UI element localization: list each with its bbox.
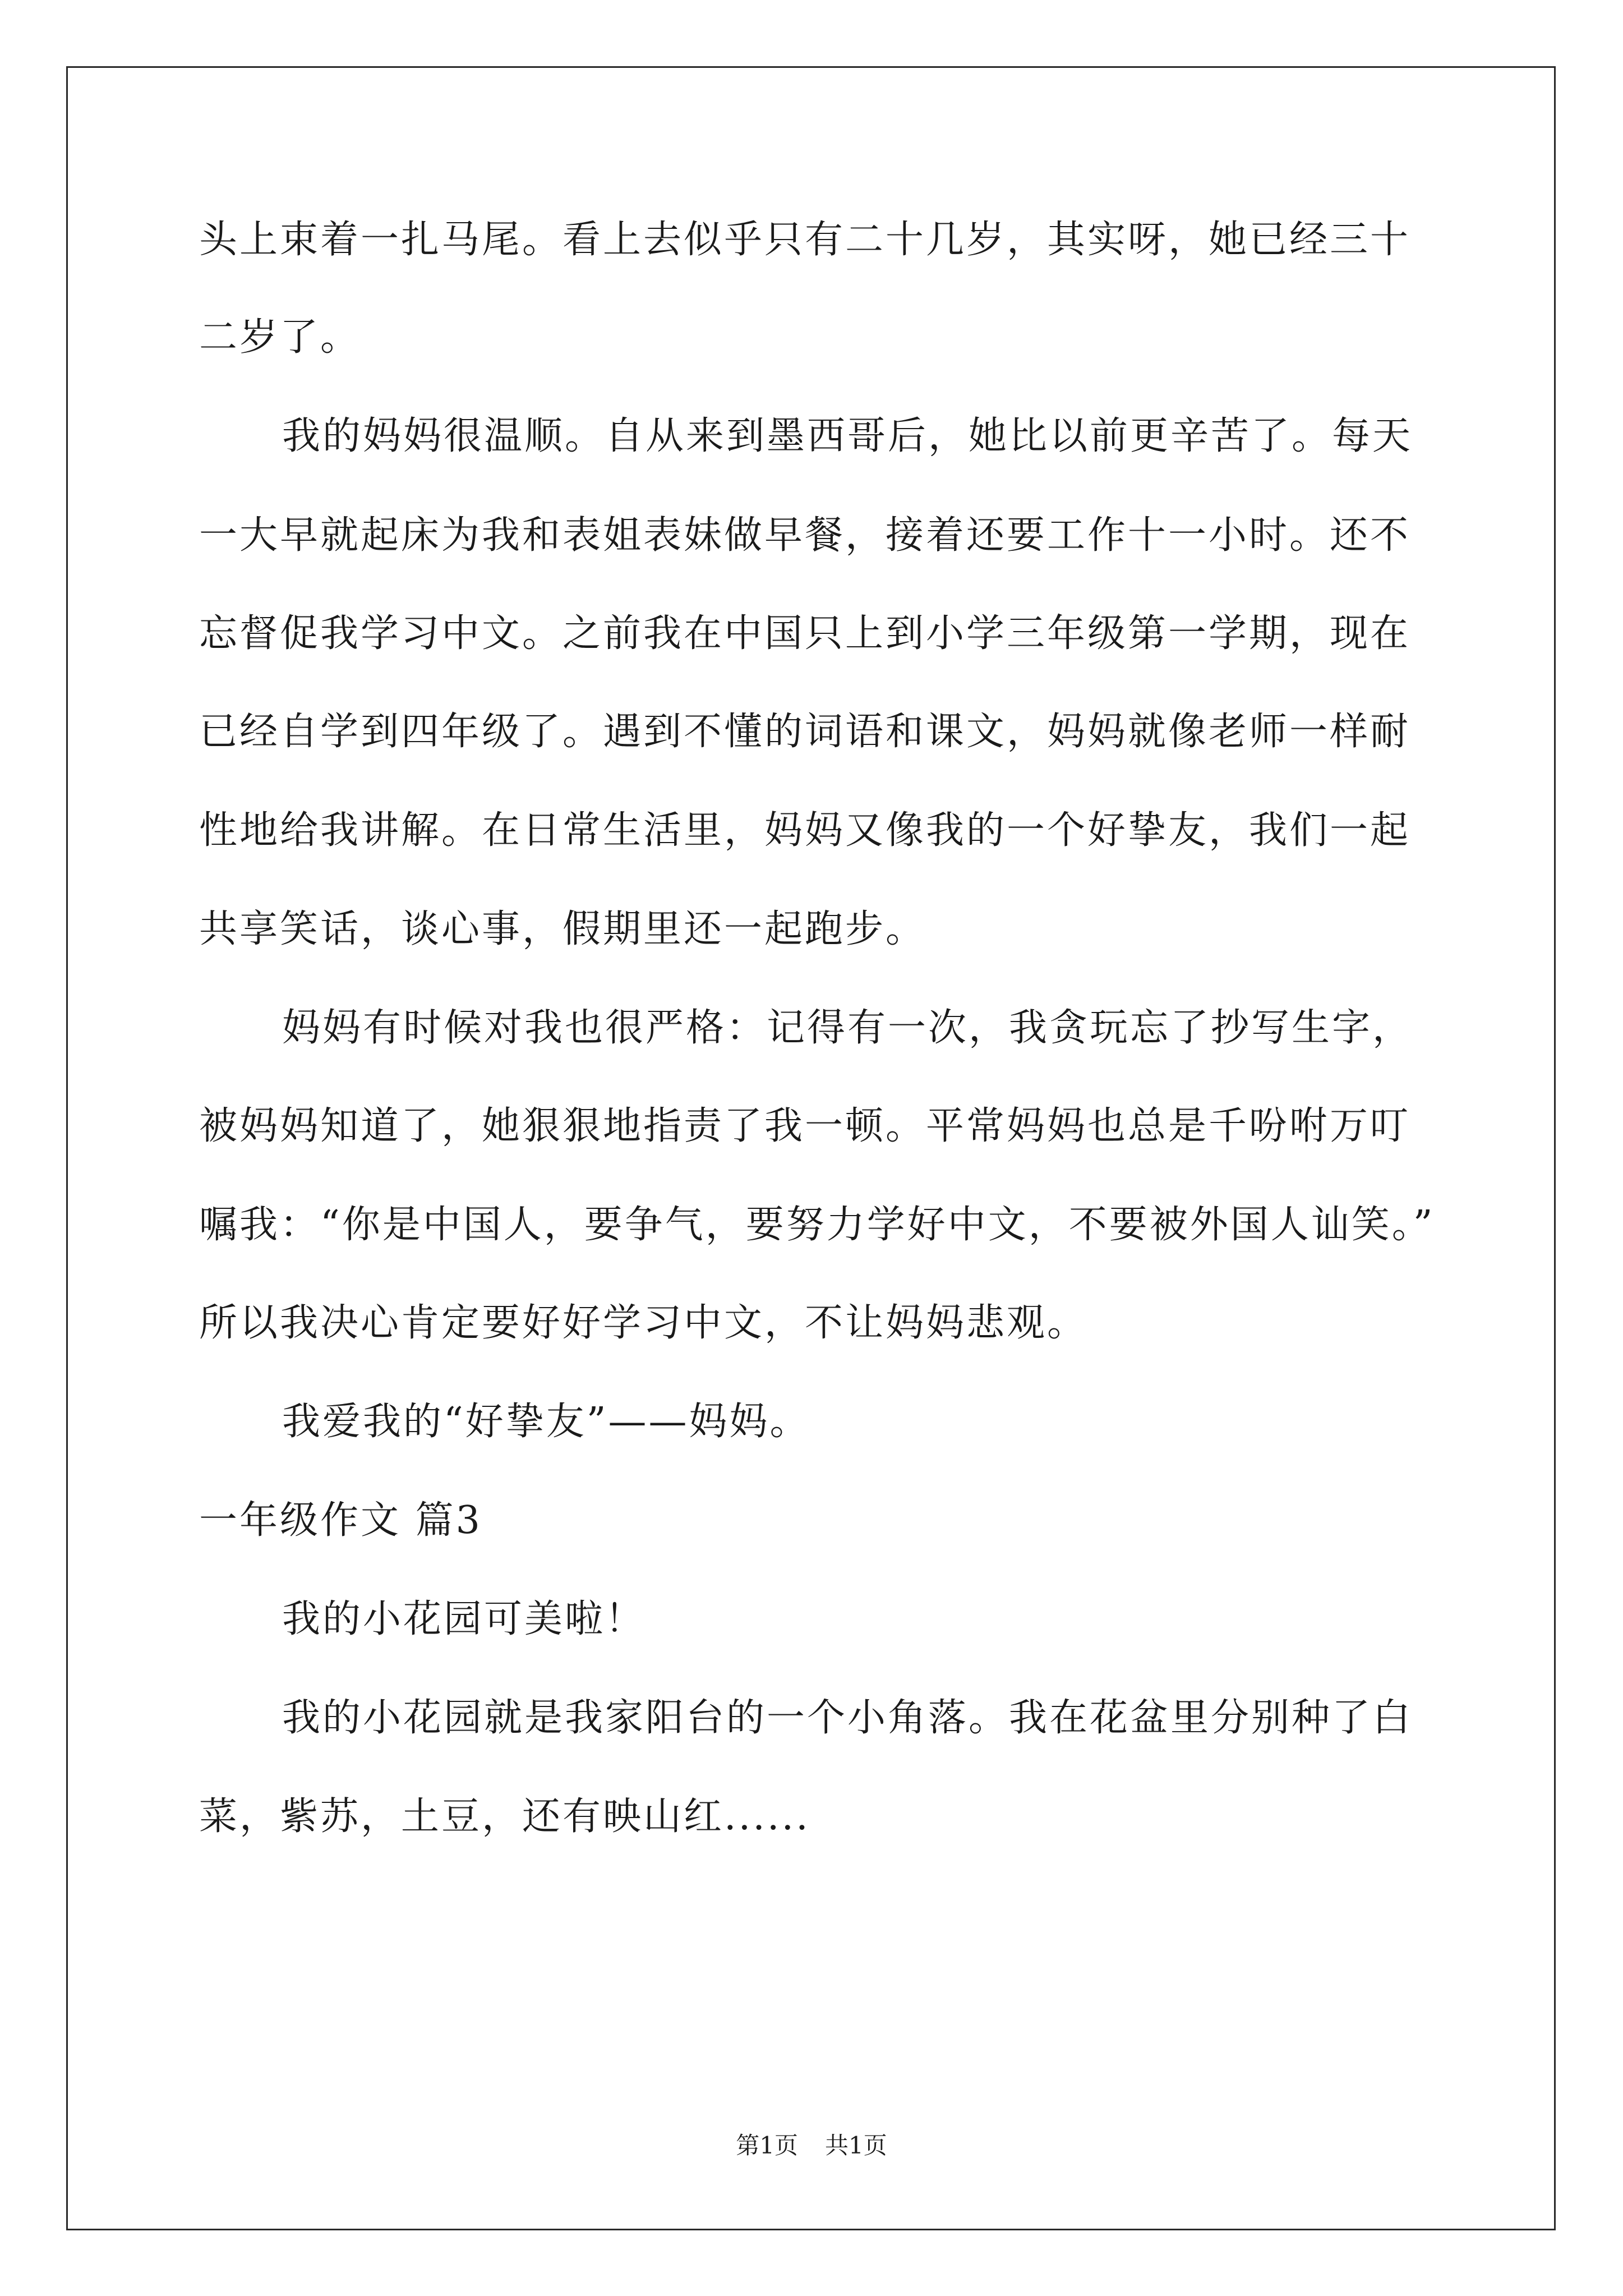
text-line: 被妈妈知道了，她狠狠地指责了我一顿。平常妈妈也总是千吩咐万叮 [199, 1104, 1411, 1148]
text-line: 菜，紫苏，土豆，还有映山红...... [199, 1795, 810, 1839]
text-line: 已经自学到四年级了。遇到不懂的词语和课文，妈妈就像老师一样耐 [199, 710, 1411, 754]
paragraph-line: 妈妈有时候对我也很严格：记得有一次，我贪玩忘了抄写生字， [282, 1006, 1413, 1050]
page-footer [0, 2129, 1623, 2162]
text-line: 忘督促我学习中文。之前我在中国只上到小学三年级第一学期，现在 [199, 611, 1411, 656]
section-heading: 一年级作文 篇3 [199, 1498, 482, 1543]
text-line: 嘱我：“你是中国人，要争气，要努力学好中文，不要被外国人讪笑。” [199, 1203, 1435, 1247]
text-line: 性地给我讲解。在日常生活里，妈妈又像我的一个好挚友，我们一起 [199, 808, 1411, 853]
text-line: 所以我决心肯定要好好学习中文，不让妈妈悲观。 [199, 1301, 1088, 1345]
text-line: 共享笑话，谈心事，假期里还一起跑步。 [199, 907, 926, 951]
page-number: 第1页 [736, 2132, 798, 2159]
text-line: 头上束着一扎马尾。看上去似乎只有二十几岁，其实呀，她已经三十 [199, 218, 1411, 262]
paragraph-line: 我爱我的“好挚友”——妈妈。 [282, 1400, 810, 1444]
text-line: 一大早就起床为我和表姐表妹做早餐，接着还要工作十一小时。还不 [199, 513, 1411, 558]
total-pages: 共1页 [825, 2132, 887, 2159]
paragraph-line: 我的小花园可美啦！ [282, 1597, 646, 1641]
text-line: 二岁了。 [199, 315, 361, 360]
paragraph-line: 我的妈妈很温顺。自从来到墨西哥后，她比以前更辛苦了。每天 [282, 414, 1413, 458]
paragraph-line: 我的小花园就是我家阳台的一个小角落。我在花盆里分别种了白 [282, 1696, 1413, 1740]
